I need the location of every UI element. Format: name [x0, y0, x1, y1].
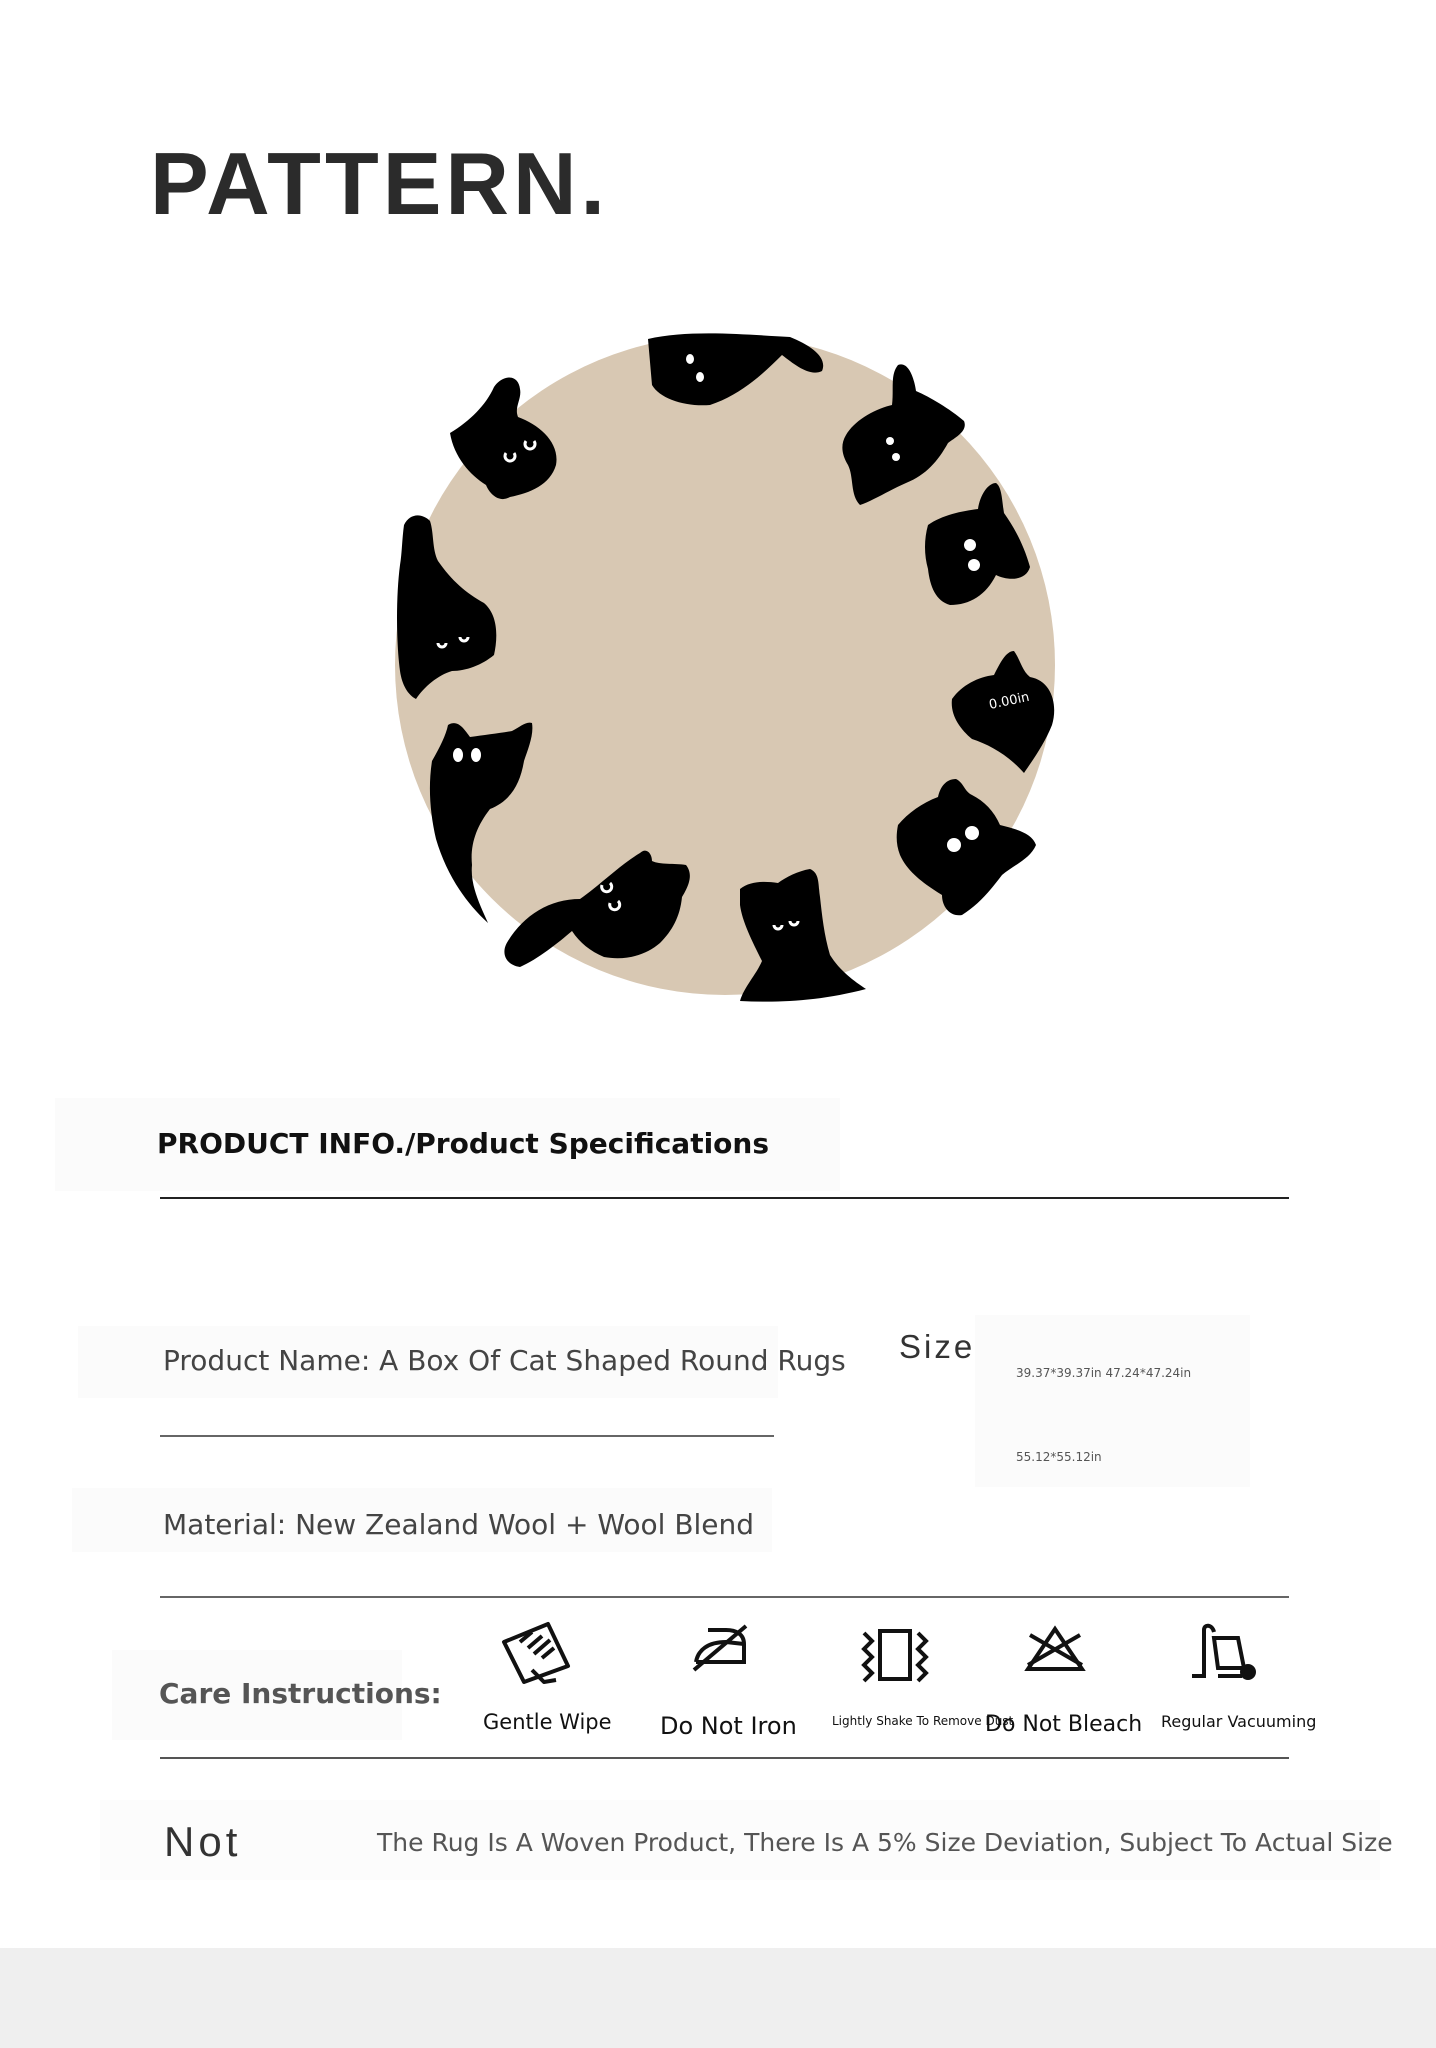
size-label: Size: [899, 1328, 976, 1365]
no-bleach-icon: [1024, 1625, 1086, 1673]
size-value: 39.37*39.37in 47.24*47.24in: [1016, 1366, 1192, 1380]
care-divider: [160, 1757, 1289, 1759]
material: Material: New Zealand Wool + Wool Blend: [163, 1508, 755, 1541]
care-label-do-not-bleach: Do Not Bleach: [985, 1712, 1143, 1737]
care-label-regular-vacuuming: Regular Vacuuming: [1161, 1712, 1317, 1731]
name-divider: [160, 1435, 774, 1437]
no-iron-icon: [690, 1622, 750, 1672]
page-title: PATTERN.: [150, 134, 609, 233]
product-name: Product Name: A Box Of Cat Shaped Round Rugs: [163, 1344, 846, 1377]
shake-icon: [860, 1627, 930, 1683]
care-label-gentle-wipe: Gentle Wipe: [483, 1710, 612, 1734]
hand-wipe-icon: [498, 1620, 576, 1690]
note-text: The Rug Is A Woven Product, There Is A 5% Size Deviation, Subject To Actual Size: [377, 1828, 1393, 1857]
vacuum-icon: [1188, 1620, 1258, 1682]
care-label-do-not-iron: Do Not Iron: [660, 1712, 797, 1740]
care-instructions-label: Care Instructions:: [159, 1677, 442, 1710]
note-label: Not: [164, 1818, 242, 1865]
rug-size-label: 0.00in: [987, 689, 1031, 713]
care-label-shake: Lightly Shake To Remove Dust: [832, 1714, 1014, 1728]
material-divider: [160, 1596, 1289, 1598]
cat-rug-image: [390, 325, 1060, 1005]
size-value: 55.12*55.12in: [1016, 1450, 1102, 1464]
heading-divider: [160, 1197, 1289, 1199]
spec-heading: PRODUCT INFO./Product Specifications: [157, 1127, 770, 1160]
footer-band: [0, 1948, 1436, 2048]
